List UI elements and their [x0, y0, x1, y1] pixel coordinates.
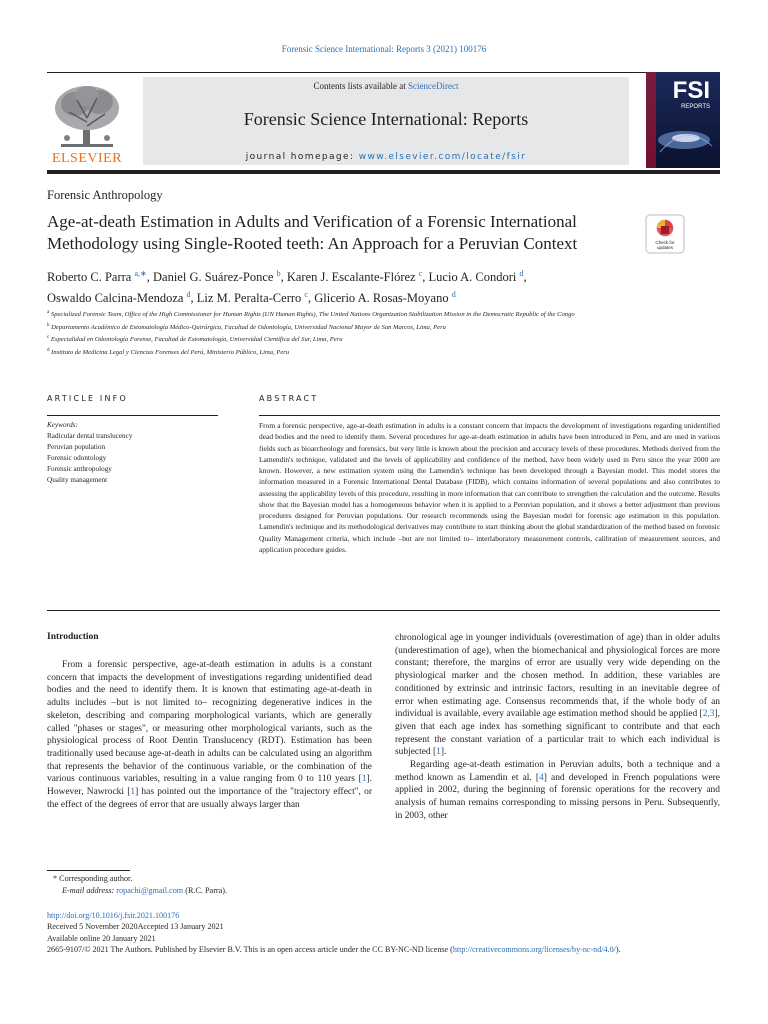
doi-link[interactable]: http://doi.org/10.1016/j.fsir.2021.100176 [47, 911, 180, 920]
affiliation-text: Instituto de Medicina Legal y Ciencias Forenses del Perú, Ministerio Público, Lima, Peru [51, 348, 290, 356]
affiliation-mark: d [47, 347, 50, 353]
author-affiliation-mark[interactable]: b [276, 269, 281, 278]
citation-link[interactable]: 2,3 [702, 709, 715, 720]
keyword-item: Forensic anthropology [47, 465, 112, 473]
email-link[interactable]: ropachi@gmail.com [116, 886, 184, 895]
author-name[interactable]: Karen J. Escalante-Flórez [286, 270, 416, 284]
footnote-line-2 [53, 885, 453, 897]
sciencedirect-link[interactable]: ScienceDirect [408, 81, 459, 91]
author-name[interactable]: Oswaldo Calcina-Mendoza [47, 291, 184, 305]
body-paragraph: From a forensic perspective, age-at-death estimation in adults is a constant concern that impacts the development of investigations regarding unidentified dead bodies and the need to identify them. It is known that estimating age-at-death in adults includes –but is not limited to– recognizing degenerative indices in the skeleton, describing and comparing morphological variants, which are generally called "phases or stages", or measuring other morphological variants, such as the physiological process of Root Dentin Translucency (RDT). Estimation has been traditionally used because age-at-death in adults can be calculated using an algorithm that represents the behavior of the continuous variable, or the combination of the various continuous variables, resulting in a value ranging from 0 to 110 years [1]. However, Nawrocki [1] has pointed out the importance of the "trajectory effect", or the effect of the degrees of error that are usually always larger than [47, 660, 372, 810]
cover-fsi-text: FSI [672, 77, 710, 104]
author-name[interactable]: Lucio A. Condori [428, 270, 517, 284]
author-affiliation-mark[interactable]: d [451, 290, 456, 299]
body-column-right [395, 632, 720, 823]
homepage-link[interactable]: www.elsevier.com/locate/fsir [358, 152, 527, 162]
author-name[interactable]: Liz M. Peralta-Cerro [196, 291, 302, 305]
author-name[interactable]: Daniel G. Suárez-Ponce [153, 270, 274, 284]
article-title-line-2: Methodology using Single-Rooted teeth: An Approach for a Peruvian Context [47, 234, 578, 253]
homepage-prefix: journal homepage: [245, 152, 355, 162]
article-info-rule [47, 415, 218, 416]
header-rule [47, 72, 720, 73]
available-online: Available online 20 January 2021 [47, 933, 156, 943]
journal-title: Forensic Science International: Reports [243, 109, 529, 129]
check-for-updates-icon[interactable] [645, 214, 685, 254]
affiliation-item [47, 346, 647, 359]
author-line-2: Oswaldo Calcina-Mendoza $^d$, Liz M. Peralta-Cerro $^c$, Glicerio A. Rosas-Moyano $^d$ [47, 290, 456, 305]
license-link[interactable]: http://creativecommons.org/licenses/by-nc-nd/4.0/ [452, 945, 616, 955]
abstract-rule [259, 415, 720, 416]
citation-link[interactable]: 4 [539, 772, 544, 783]
footnote-mark: * [53, 874, 58, 883]
received-dates: Received 5 November 2020Accepted 13 January 2021 [47, 922, 224, 932]
body-paragraph: Regarding age-at-death estimation in Peruvian adults, both a technique and a method known as Lamendin et al. [4] and developed in French populations were applied in 2002, during the beginning of forensic operations for the recovery and analysis of human remains corresponding to missing persons in Peru. Subsequently, in 2003, other [395, 760, 720, 821]
footnote-rule [47, 870, 130, 871]
author-affiliation-mark[interactable]: a,∗ [134, 269, 147, 278]
journal-homepage [143, 152, 629, 162]
author-name[interactable]: Glicerio A. Rosas-Moyano [314, 291, 449, 305]
article-info-heading: ARTICLE INFO [47, 394, 128, 403]
author-affiliation-mark[interactable]: d [186, 290, 191, 299]
citation-link[interactable]: 1 [130, 787, 136, 798]
affiliation-mark: c [47, 335, 50, 340]
article-section: Forensic Anthropology [47, 188, 163, 202]
keywords-label: Keywords: [47, 421, 78, 429]
body-paragraph: chronological age in younger individuals (overestimation of age) than in older adults (underestimation of age), when the biomechanical and physiological forces are more constant; therefore, the margins of error are usually very wide depending on the physiological marker and the chosen method. In addition, these variables are conditioned by extrinsic and intrinsic factors, resulting in an inevitable degree of error when estimating age. Consensus recommends that, if the whole body of an individual is available, every available age estimation method should be applied [2,3], given that each age index has something significant to contribute and that each represent the constant variation of a particular trait to which each individual is subjected [1]. [395, 633, 720, 758]
affiliation-item [47, 321, 647, 334]
keyword-item: Peruvian population [47, 443, 106, 451]
keywords-block [47, 420, 218, 486]
affiliation-mark: b [47, 322, 50, 328]
abstract-heading: ABSTRACT [259, 394, 319, 403]
footnote-text: Corresponding author. [59, 874, 133, 883]
keyword-item: Radicular dental translucency [47, 432, 133, 440]
affiliation-item [47, 308, 647, 321]
cover-reports-text: REPORTS [681, 104, 710, 110]
publication-info [47, 910, 720, 956]
keyword-item: Forensic odontology [47, 454, 107, 462]
article-title-line-1: Age-at-death Estimation in Adults and Verification of a Forensic International [47, 212, 577, 231]
abstract-bottom-rule [47, 610, 720, 611]
crossmark-text-line-2: updates [656, 245, 674, 250]
header-rule-thick [47, 170, 720, 174]
author-line-1: Roberto C. Parra $^{a,∗}$, Daniel G. Suárez-Ponce $^b$, Karen J. Escalante-Flórez $^c$, Lucio A. Condori $^d$, [47, 269, 527, 284]
author-list [47, 265, 687, 307]
citation-link[interactable]: 1 [361, 774, 367, 785]
elsevier-wordmark: ELSEVIER [51, 151, 123, 166]
article-title [47, 211, 637, 255]
citation-link[interactable]: 1 [436, 747, 441, 758]
author-affiliation-mark[interactable]: c [304, 290, 308, 299]
journal-cover-thumbnail [646, 72, 720, 168]
affiliation-text: Especialidad en Odontología Forense, Facultad de Estomatología, Universidad Científica del Sur, Lima, Peru [50, 336, 343, 343]
introduction-heading: Introduction [47, 632, 99, 642]
corresponding-author-footnote [53, 873, 453, 897]
contents-prefix: Contents lists available at [313, 81, 406, 91]
abstract-text: From a forensic perspective, age-at-death estimation in adults is a constant concern that impacts the development of investigations regarding unidentified dead bodies and the need to identify them. Several procedures for age-at-death estimation in adults have been introduced in Peru, and are used in various fields such as bioarcheology and forensics, but very little is known about the precision and accuracy levels of these procedures. Methods derived from the Lamendin's technique, validated and the levels of applicability and confidence of the method, have been widely used in Peru since the year 2000 are known. However, a new estimation system using the Lamendin's technique has been developed through a Bayesian model. This model stores the information measured in a Forensic International Dental Database (FIDB), which contains information of several populations and also contributes to assessing the applicability levels of this procedure, resulting in more information that can contribute to strengthen the calculation and the outcome. Results show that the Bayesian model has a homogeneous behavior when it is applied to a Peruvian population, and it shows a better adjustment than previous procedures designed for Peruvian populations. Our research recommends using the Bayesian model for forensic age estimation in this population. Lamendin's technique and its methodological derivatives may contribute to start thinking about the global standardization of the method based on forensic Quality Management criteria, which include –but are not limited to– interlaboratory measurement controls, calibration of measurement sources, and application procedure guides. [259, 421, 720, 554]
affiliation-item [47, 333, 647, 346]
author-affiliation-mark[interactable]: c [418, 269, 423, 278]
journal-reference[interactable]: Forensic Science International: Reports 3 (2021) 100176 [281, 44, 487, 54]
email-suffix: (R.C. Parra). [185, 886, 228, 895]
author-affiliation-mark[interactable]: d [519, 269, 524, 278]
affiliation-text: Specialized Forensic Team, Office of the High Commissioner for Human Rights (UN Human Rights), The United Nations Organization Stabilization Mission in the Democratic Republic of the Congo [50, 311, 575, 318]
author-name[interactable]: Roberto C. Parra [47, 270, 132, 284]
affiliation-mark: a [47, 310, 50, 315]
footnote-line-1 [53, 873, 453, 885]
body-column-left [47, 659, 372, 811]
email-label: E-mail address: [62, 886, 115, 895]
contents-line [143, 81, 629, 91]
crossmark-text-line-1: Check for [655, 240, 675, 245]
license-statement: 2665-9107/© 2021 The Authors. Published by Elsevier B.V. This is an open access article under the CC BY-NC-ND license (http://creativecommons.org/licenses/by-nc-nd/4.0/). [47, 945, 621, 955]
keyword-item: Quality management [47, 476, 108, 484]
affiliation-list [47, 308, 647, 358]
affiliation-text: Departamento Académico de Estomatología Médico-Quirúrgica, Facultad de Odontología, Universidad Nacional Mayor de San Marcos, Lima, Peru [51, 323, 446, 331]
